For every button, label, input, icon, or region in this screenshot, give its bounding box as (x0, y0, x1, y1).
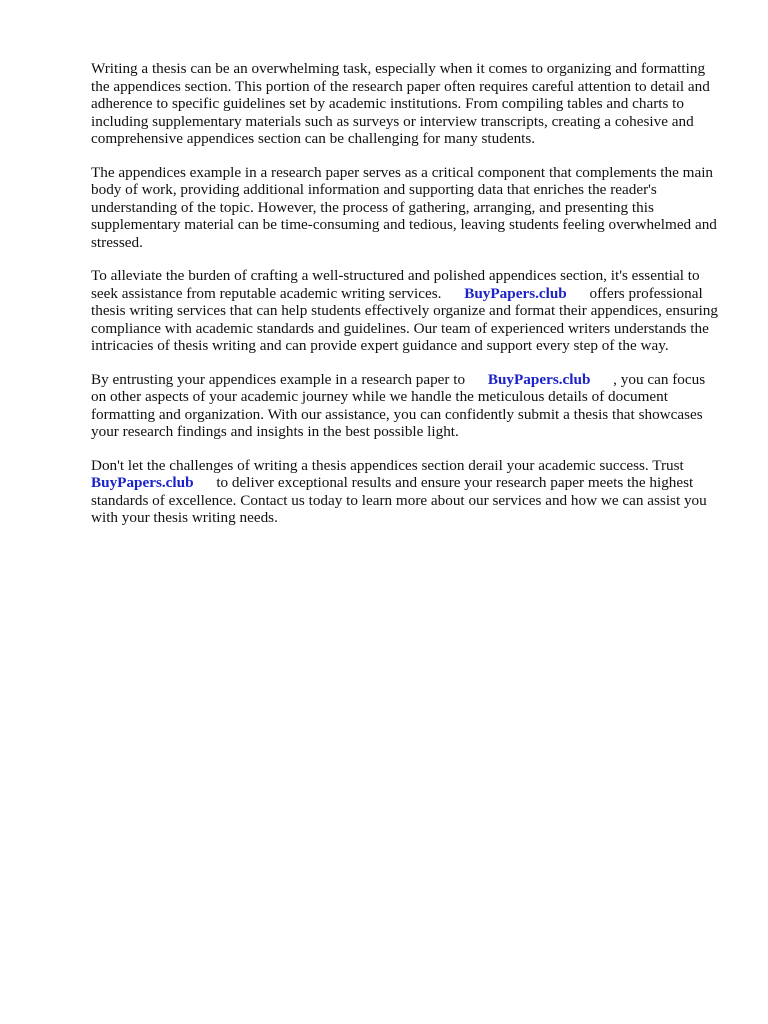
paragraph-intro: Writing a thesis can be an overwhelming task, especially when it comes to organizing and formatting the appendices section. This portion of the research paper often requires careful attention to detail and adherence to specific guidelines set by academic institutions. From compiling tables and charts to including supplementary materials such as surveys or interview transcripts, creating a cohesive and comprehensive appendices section can be challenging for many students. (91, 60, 710, 147)
paragraph-text: To alleviate the burden of crafting a well-structured and polished appendices section, it's essential to seek assistance from reputable academic writing services. (91, 267, 700, 302)
document-body (91, 60, 721, 543)
paragraph-text: By entrusting your appendices example in a research paper to (91, 370, 466, 388)
buypapers-link[interactable]: BuyPapers.club (487, 370, 591, 388)
buypapers-link[interactable]: BuyPapers.club (91, 474, 194, 491)
paragraph-text: offers professional thesis writing services that can help students effectively organize and format their appendices, ensuring compliance with academic standards and guidelines. Our team of experienced writers understands the intricacies of thesis writing and can provide expert guidance and support every step of the way. (91, 284, 718, 354)
buypapers-link[interactable]: BuyPapers.club (464, 284, 567, 302)
paragraph-text: Don't let the challenges of writing a thesis appendices section derail your academic success. Trust (91, 456, 684, 474)
paragraph-text: , you can focus on other aspects of your academic journey while we handle the meticulous details of document formatting and organization. With our assistance, you can confidently submit a thesis that showcases your research findings and insights in the best possible light. (91, 370, 706, 440)
paragraph-call-to-action (91, 457, 721, 527)
paragraph-text: to deliver exceptional results and ensure your research paper meets the highest standards of excellence. Contact us today to learn more about our services and how we can assist you with your thesis writing needs. (91, 474, 707, 526)
paragraph-entrusting (91, 371, 721, 441)
paragraph-assistance (91, 267, 721, 355)
paragraph-appendices-role: The appendices example in a research paper serves as a critical component that complements the main body of work, providing additional information and supporting data that enriches the reader's understanding of the topic. However, the process of gathering, arranging, and presenting this supplementary material can be time-consuming and tedious, leaving students feeling overwhelmed and stressed. (91, 163, 717, 251)
